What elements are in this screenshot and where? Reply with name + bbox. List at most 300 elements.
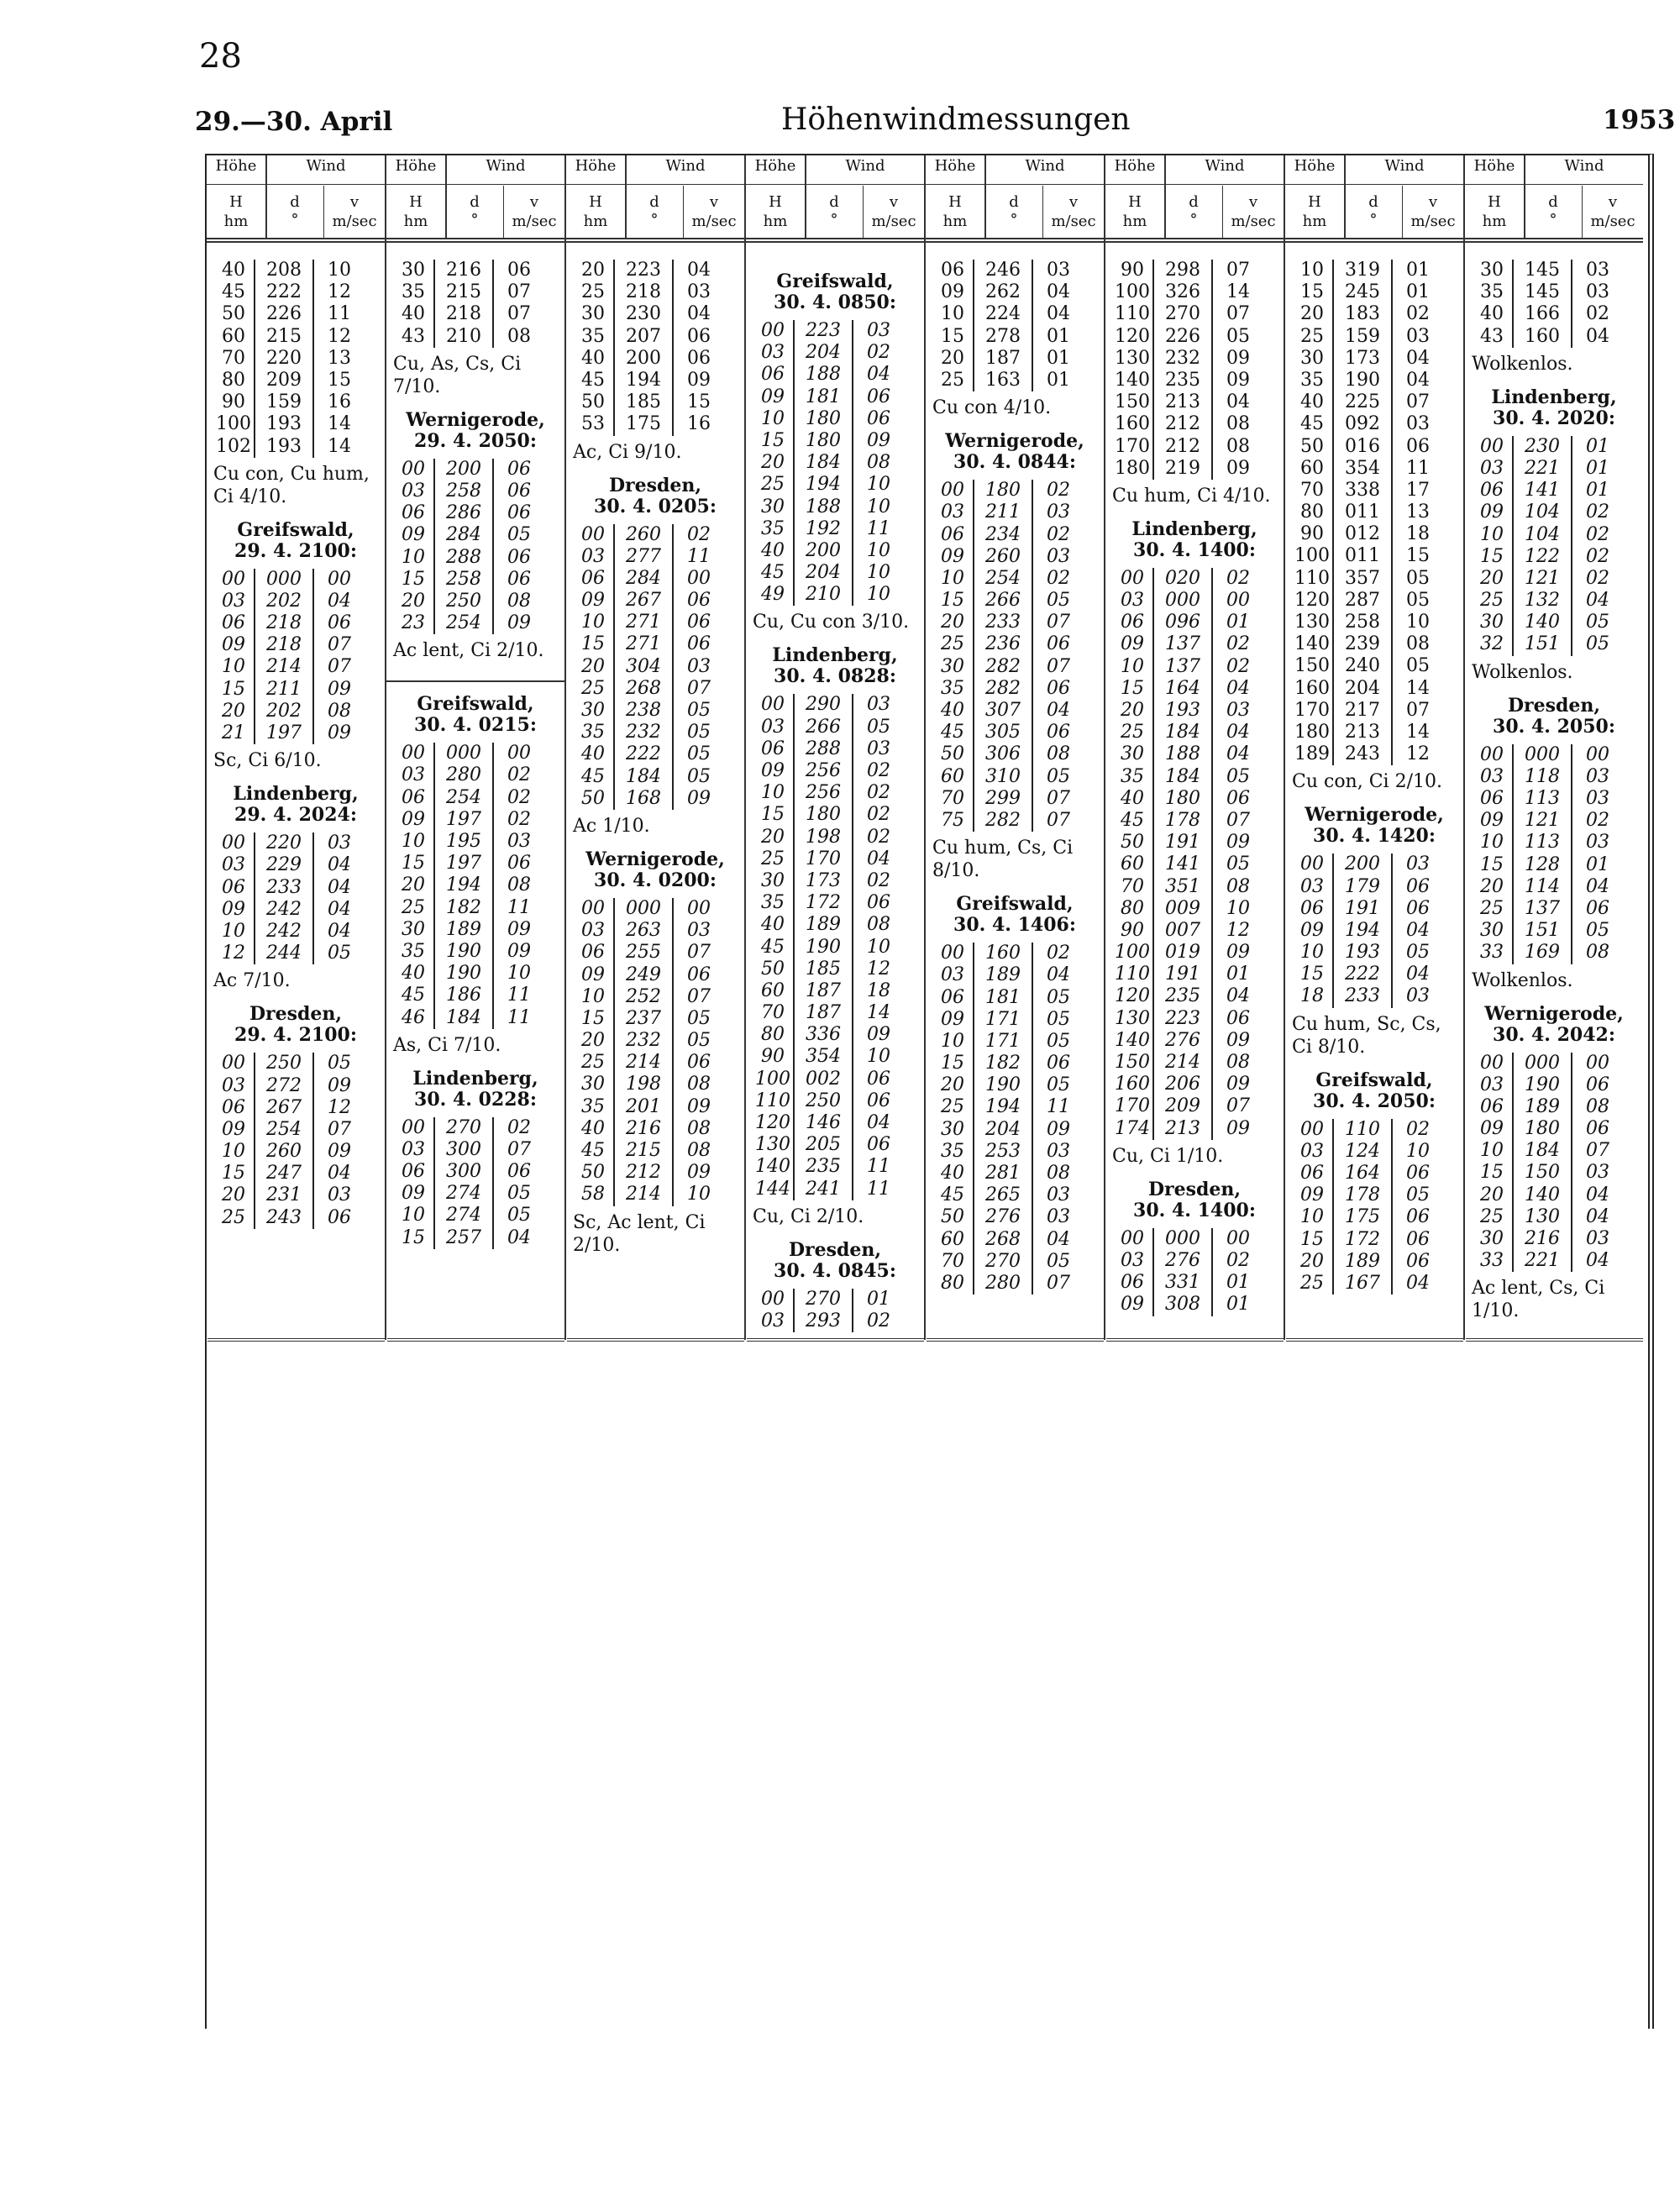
speed-cell: 08 [1226,875,1250,897]
speed-cell: 10 [867,584,890,606]
height-cell: 130 [1294,612,1330,633]
station-heading [386,694,564,736]
table-row [213,391,385,413]
table-row [1472,326,1643,348]
speed-cell: 08 [507,590,531,612]
speed-cell: 06 [1406,435,1430,457]
height-cell: 25 [1480,897,1504,919]
height-cell: 170 [1115,435,1150,457]
height-cell: 100 [1115,281,1150,303]
table-row [213,921,385,943]
header-hoehe: Höhe [215,157,257,175]
height-cell: 30 [581,303,605,325]
station-datetime: 30. 4. 1400: [1133,1199,1256,1221]
direction-cell: 163 [973,370,1033,391]
height-cell: 40 [402,303,425,325]
height-cell: 03 [761,342,785,364]
direction-cell: 190 [1512,1074,1572,1096]
speed-cell: 05 [1226,765,1250,787]
direction-cell: 169 [1512,942,1572,964]
table-row [573,348,744,370]
speed-cell: 03 [867,694,890,716]
speed-cell: 08 [1586,1095,1609,1117]
table-row [1472,281,1643,303]
speed-cell: 16 [687,413,711,435]
speed-cell: 05 [507,524,531,546]
speed-cell: 03 [1406,853,1430,875]
direction-cell: 167 [1332,1273,1393,1295]
station-name: Wernigerode, [585,848,725,870]
table-row [932,810,1104,832]
direction-cell: 232 [613,722,674,743]
table-row [1472,898,1643,920]
rule-line [926,184,1104,185]
header-d: d [1368,193,1378,211]
speed-cell: 00 [687,567,711,589]
height-cell: 09 [1300,1184,1324,1206]
data-table [932,943,1104,1295]
data-table [393,743,564,1028]
speed-cell: 11 [867,1156,890,1178]
height-cell: 45 [761,936,785,958]
speed-cell: 06 [867,1134,890,1156]
direction-cell: 000 [1152,590,1213,612]
direction-cell: 256 [793,760,853,782]
speed-cell: 04 [328,854,351,876]
speed-cell: 08 [1226,1052,1250,1073]
speed-cell: 05 [1406,589,1430,611]
table-row [393,963,564,985]
direction-cell: 000 [1512,744,1572,766]
height-cell: 15 [1480,1162,1504,1184]
speed-cell: 08 [1047,1163,1070,1184]
direction-cell: 000 [433,743,494,764]
column-header [1105,155,1284,243]
speed-cell: 09 [867,1024,890,1046]
speed-cell: 04 [328,920,351,942]
height-cell: 100 [1115,942,1150,964]
direction-cell: 222 [613,743,674,765]
speed-cell: 05 [328,1053,351,1074]
table-row [1112,1074,1284,1095]
table-row [932,568,1104,590]
column-end-line [927,1338,1104,1342]
table-row [1292,348,1463,370]
header-ms: m/sec [332,213,377,230]
direction-cell: 253 [973,1141,1033,1163]
height-cell: 20 [1480,567,1504,589]
height-cell: 06 [941,260,964,281]
direction-cell: 265 [973,1184,1033,1206]
table-row [932,326,1104,348]
direction-cell: 019 [1152,942,1213,964]
station-heading [746,1240,924,1282]
direction-cell: 160 [1512,326,1572,348]
table-row [393,303,564,325]
speed-cell: 05 [1406,655,1430,677]
direction-cell: 210 [433,326,494,348]
table-row [753,562,924,584]
height-cell: 10 [1480,523,1504,545]
table-row [213,656,385,678]
direction-cell: 267 [613,590,674,612]
speed-cell: 12 [328,1096,351,1118]
height-cell: 70 [1121,875,1144,897]
height-cell: 15 [402,1226,425,1248]
height-cell: 35 [761,517,785,539]
header-hm: hm [763,213,788,230]
table-row [932,1096,1104,1118]
height-cell: 09 [581,590,605,612]
direction-cell: 240 [1332,655,1393,677]
table-row [1472,766,1643,788]
speed-cell: 10 [1226,897,1250,919]
direction-cell: 193 [1152,700,1213,722]
direction-cell: 205 [793,1134,853,1156]
direction-cell: 247 [254,1163,314,1184]
direction-cell: 276 [1152,1250,1213,1272]
data-table [1292,853,1463,1007]
speed-cell: 09 [1226,369,1250,391]
height-cell: 00 [941,480,964,502]
speed-cell: 06 [507,458,531,480]
speed-cell: 03 [1586,788,1609,809]
direction-cell: 258 [433,481,494,502]
table-row [573,1184,744,1205]
speed-cell: 02 [1226,567,1250,589]
direction-cell: 168 [613,788,674,810]
table-row [1472,942,1643,964]
table-row [573,568,744,590]
data-table [393,260,564,348]
table-row [753,1090,924,1112]
direction-cell: 200 [613,348,674,370]
speed-cell: 09 [687,787,711,809]
table-row [393,831,564,853]
height-cell: 03 [581,920,605,942]
table-row [1292,1229,1463,1251]
speed-cell: 03 [1586,1162,1609,1184]
direction-cell: 231 [254,1184,314,1206]
cloud-note: Cu hum, Sc, Cs, Ci 8/10. [1292,1013,1441,1058]
direction-cell: 271 [613,612,674,633]
direction-cell: 235 [793,1156,853,1178]
station-datetime: 30. 4. 0828: [774,665,896,688]
data-table [1472,1053,1643,1273]
speed-cell: 12 [328,281,351,303]
station-name: Dresden, [1147,1178,1242,1200]
table-row [393,569,564,591]
direction-cell: 185 [613,391,674,413]
table-row [213,832,385,854]
height-cell: 06 [402,502,425,524]
height-cell: 60 [222,325,245,347]
cloud-note: Cu con, Cu hum, Ci 4/10. [213,463,370,507]
table-row [213,1053,385,1074]
table-row [932,943,1104,964]
rule-line [566,184,744,185]
direction-cell: 236 [973,633,1033,655]
table-row [1472,832,1643,853]
direction-cell: 211 [973,502,1033,523]
direction-cell: 293 [793,1310,853,1332]
speed-cell: 04 [1406,964,1430,985]
table-row [1472,1162,1643,1184]
table-row [932,1031,1104,1053]
height-cell: 10 [402,546,425,568]
header-v: v [889,193,899,211]
speed-cell: 07 [1047,1272,1070,1294]
station-name: Dresden, [249,1003,343,1026]
table-row [573,612,744,633]
direction-cell: 225 [1332,391,1393,413]
speed-cell: 03 [687,655,711,677]
speed-cell: 03 [507,831,531,852]
direction-cell: 198 [793,827,853,848]
speed-cell: 11 [1047,1096,1070,1118]
direction-cell: 215 [613,1140,674,1162]
height-cell: 25 [581,677,605,699]
direction-cell: 164 [1332,1163,1393,1184]
direction-cell: 190 [433,941,494,963]
direction-cell: 180 [1152,788,1213,810]
height-cell: 00 [581,523,605,545]
direction-cell: 182 [973,1053,1033,1074]
table-row [1472,612,1643,633]
height-cell: 06 [222,876,245,898]
speed-cell: 05 [687,700,711,721]
table-row [573,303,744,325]
direction-cell: 351 [1152,876,1213,898]
table-row [1472,568,1643,590]
speed-cell: 03 [1586,281,1609,303]
direction-cell: 260 [973,546,1033,568]
table-row [1292,678,1463,700]
speed-cell: 10 [687,1184,711,1205]
direction-cell: 164 [1152,678,1213,700]
speed-cell: 11 [867,1178,890,1200]
column-header [566,155,744,243]
direction-cell: 226 [254,303,314,325]
direction-cell: 288 [433,547,494,569]
direction-cell: 308 [1152,1294,1213,1316]
speed-cell: 02 [867,869,890,891]
cloud-note: Cu hum, Cs, Ci 8/10. [932,838,1074,882]
cloud-note: Cu con, Ci 2/10. [1292,771,1442,793]
header-h: H [1128,193,1142,211]
table-row [213,679,385,701]
speed-cell: 06 [507,480,531,502]
measurements-table [205,154,1654,2029]
height-cell: 30 [761,869,785,891]
speed-cell: 06 [687,964,711,985]
height-cell: 00 [941,943,964,964]
height-cell: 140 [755,1156,790,1178]
direction-cell: 282 [973,810,1033,832]
cloud-note: Cu, Cu con 3/10. [753,612,910,633]
speed-cell: 05 [1586,633,1609,655]
header-deg: ° [1369,211,1378,228]
table-row [213,1141,385,1163]
height-cell: 35 [941,677,964,699]
speed-cell: 02 [1226,655,1250,677]
table-row [573,1008,744,1030]
column-1 [207,155,386,1340]
table-row [213,436,385,458]
speed-cell: 06 [1586,1118,1609,1140]
cloud-note: Cu, As, Cs, Ci 7/10. [393,353,522,397]
direction-cell: 194 [613,370,674,391]
direction-cell: 305 [973,722,1033,743]
direction-cell: 216 [1512,1228,1572,1250]
column-2 [386,155,566,1340]
table-row [1112,766,1284,788]
direction-cell: 178 [1152,810,1213,832]
speed-cell: 07 [1047,612,1070,633]
speed-cell: 07 [1047,809,1070,831]
height-cell: 46 [402,1006,425,1028]
speed-cell: 10 [867,496,890,517]
station-heading [1465,1004,1643,1046]
height-cell: 140 [1115,1029,1150,1051]
height-cell: 09 [941,1008,964,1030]
height-cell: 06 [222,1096,245,1118]
height-cell: 20 [222,700,245,722]
station-name: Wernigerode, [1305,804,1444,827]
table-row [393,743,564,764]
direction-cell: 281 [973,1163,1033,1184]
speed-cell: 10 [867,562,890,584]
speed-cell: 04 [687,260,711,281]
speed-cell: 06 [507,546,531,568]
height-cell: 06 [402,786,425,808]
height-cell: 20 [1300,1250,1324,1272]
table-row [753,914,924,936]
speed-cell: 00 [328,568,351,590]
direction-cell: 215 [433,281,494,303]
speed-cell: 06 [328,612,351,634]
speed-cell: 09 [507,940,531,962]
table-row [932,612,1104,633]
speed-cell: 09 [687,1095,711,1117]
table-row [1472,1184,1643,1206]
height-cell: 09 [941,545,964,567]
rule-line [1105,184,1284,185]
speed-cell: 02 [867,760,890,781]
direction-cell: 299 [973,788,1033,810]
header-deg: ° [470,211,479,228]
table-row [213,281,385,303]
direction-cell: 114 [1512,876,1572,898]
height-cell: 15 [222,1163,245,1184]
height-cell: 15 [941,325,964,347]
direction-cell: 140 [1512,612,1572,633]
table-row [932,1074,1104,1096]
speed-cell: 11 [328,303,351,325]
height-cell: 49 [761,584,785,606]
direction-cell: 271 [613,633,674,655]
data-table [573,260,744,436]
direction-cell: 262 [973,281,1033,303]
table-row [573,942,744,964]
direction-cell: 278 [973,326,1033,348]
table-row [932,987,1104,1009]
speed-cell: 11 [507,985,531,1006]
height-cell: 160 [1115,1074,1150,1095]
height-cell: 35 [1300,369,1324,391]
height-cell: 00 [1300,1118,1324,1140]
speed-cell: 12 [328,325,351,347]
cloud-note: Wolkenlos. [1472,353,1573,375]
speed-cell: 13 [328,347,351,369]
station-datetime: 29. 4. 2100: [234,1024,357,1047]
height-cell: 09 [402,808,425,830]
table-row [573,898,744,920]
direction-cell: 212 [1152,436,1213,458]
speed-cell: 01 [1226,964,1250,985]
height-cell: 50 [1121,832,1144,853]
speed-cell: 05 [507,1205,531,1226]
height-cell: 45 [941,722,964,743]
table-row [1472,633,1643,655]
height-cell: 15 [1300,281,1324,303]
table-row [753,408,924,430]
speed-cell: 04 [1226,743,1250,765]
station-datetime: 30. 4. 0215: [414,714,537,737]
table-row [932,1053,1104,1074]
table-row [393,260,564,281]
rule-line [1402,186,1403,238]
table-row [573,260,744,281]
height-cell: 15 [1480,853,1504,875]
direction-cell: 226 [1152,326,1213,348]
height-cell: 21 [222,722,245,743]
speed-cell: 03 [687,281,711,303]
direction-cell: 215 [254,326,314,348]
height-cell: 25 [1300,325,1324,347]
station-name: Greifswald, [1315,1069,1433,1091]
header-hoehe: Höhe [1294,157,1336,175]
table-row [753,452,924,474]
table-row [213,1207,385,1229]
column-end-line [1466,1338,1643,1342]
station-heading [1285,1070,1463,1112]
direction-cell: 183 [1332,303,1393,325]
table-row [1292,260,1463,281]
direction-cell: 200 [433,459,494,481]
direction-cell: 255 [613,942,674,964]
direction-cell: 222 [1332,964,1393,985]
table-row [1292,633,1463,655]
header-d: d [470,193,480,211]
speed-cell: 07 [1226,260,1250,281]
table-row [573,413,744,435]
direction-cell: 159 [254,391,314,413]
direction-cell: 254 [433,787,494,809]
table-row [1292,480,1463,502]
table-row [1112,436,1284,458]
speed-cell: 07 [1406,699,1430,721]
speed-cell: 04 [1226,722,1250,743]
station-datetime: 30. 4. 2042: [1493,1023,1615,1046]
direction-cell: 172 [1332,1229,1393,1251]
direction-cell: 184 [613,766,674,788]
speed-cell: 06 [1406,1163,1430,1184]
date-range: 29.—30. April [195,107,393,137]
speed-cell: 13 [1406,502,1430,523]
height-cell: 30 [941,655,964,677]
table-row [1112,1228,1284,1250]
